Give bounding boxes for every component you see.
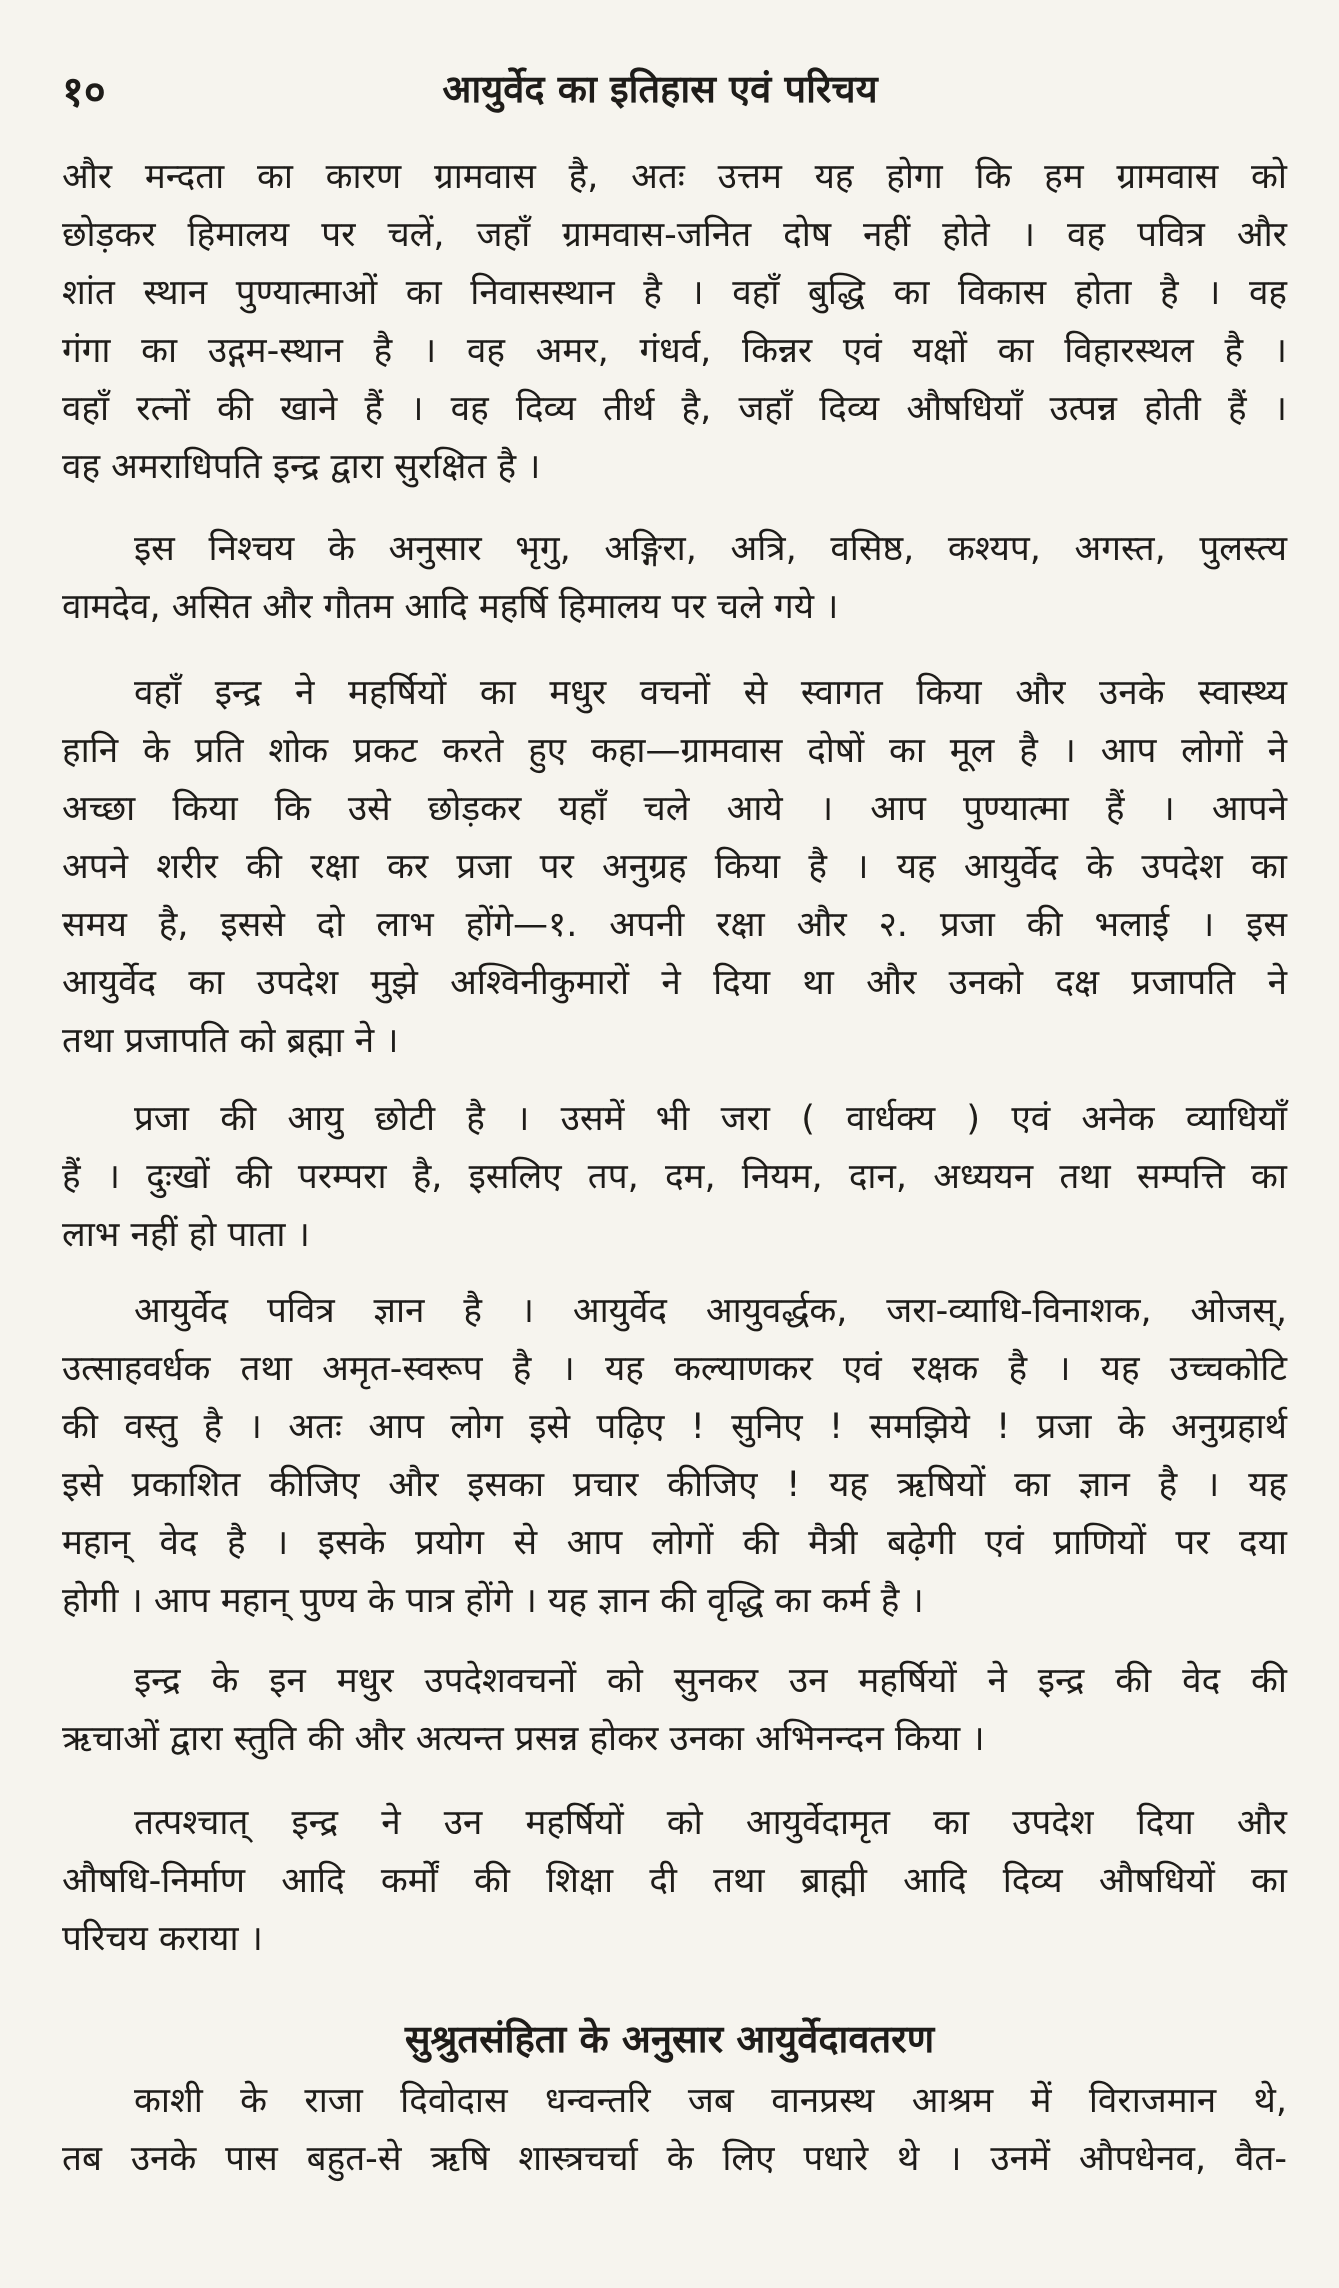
text-line: आयुर्वेद पवित्र ज्ञान है । आयुर्वेद आयुवर्द्धक, जरा-व्याधि-विनाशक, ओजस्,: [134, 1291, 1287, 1331]
text-line: इस निश्चय के अनुसार भृगु, अङ्गिरा, अत्रि, वसिष्ठ, कश्यप, अगस्त, पुलस्त्य: [134, 529, 1287, 569]
text-line: की वस्तु है । अतः आप लोग इसे पढ़िए ! सुनिए ! समझिये ! प्रजा के अनुग्रहार्थ: [62, 1407, 1287, 1447]
text-line: अच्छा किया कि उसे छोड़कर यहाँ चले आये । आप पुण्यात्मा हैं । आपने: [62, 789, 1287, 829]
paragraph-5: [62, 1282, 1287, 1630]
text-line: तत्पश्चात् इन्द्र ने उन महर्षियों को आयुर्वेदामृत का उपदेश दिया और: [134, 1803, 1287, 1843]
paragraph-4: [62, 1090, 1287, 1264]
text-line: समय है, इससे दो लाभ होंगे—१. अपनी रक्षा और २. प्रजा की भलाई । इस: [62, 905, 1287, 945]
text-line: महान् वेद है । इसके प्रयोग से आप लोगों की मैत्री बढ़ेगी एवं प्राणियों पर दया: [62, 1523, 1287, 1563]
text-line: वह अमराधिपति इन्द्र द्वारा सुरक्षित है ।: [62, 447, 541, 487]
text-line: शांत स्थान पुण्यात्माओं का निवासस्थान है । वहाँ बुद्धि का विकास होता है । वह: [62, 273, 1287, 313]
text-line: इसे प्रकाशित कीजिए और इसका प्रचार कीजिए ! यह ऋषियों का ज्ञान है । यह: [62, 1465, 1287, 1505]
paragraph-7: [62, 1794, 1287, 1968]
text-line: हानि के प्रति शोक प्रकट करते हुए कहा—ग्रामवास दोषों का मूल है । आप लोगों ने: [62, 731, 1287, 771]
text-line: छोड़कर हिमालय पर चलें, जहाँ ग्रामवास-जनित दोष नहीं होते । वह पवित्र और: [62, 215, 1287, 255]
text-line: प्रजा की आयु छोटी है । उसमें भी जरा ( वार्धक्य ) एवं अनेक व्याधियाँ: [134, 1099, 1287, 1139]
text-line: हैं । दुःखों की परम्परा है, इसलिए तप, दम, नियम, दान, अध्ययन तथा सम्पत्ति का: [62, 1157, 1287, 1197]
text-line: आयुर्वेद का उपदेश मुझे अश्विनीकुमारों ने दिया था और उनको दक्ष प्रजापति ने: [62, 963, 1287, 1003]
text-line: उत्साहवर्धक तथा अमृत-स्वरूप है । यह कल्याणकर एवं रक्षक है । यह उच्चकोटि: [62, 1349, 1287, 1389]
paragraph-2: [62, 520, 1287, 636]
text-line: वहाँ इन्द्र ने महर्षियों का मधुर वचनों से स्वागत किया और उनके स्वास्थ्य: [134, 673, 1287, 713]
text-line: इन्द्र के इन मधुर उपदेशवचनों को सुनकर उन महर्षियों ने इन्द्र की वेद की: [134, 1661, 1287, 1701]
paragraph-6: [62, 1652, 1287, 1768]
text-line: और मन्दता का कारण ग्रामवास है, अतः उत्तम यह होगा कि हम ग्रामवास को: [62, 157, 1287, 197]
text-line: औषधि-निर्माण आदि कर्मों की शिक्षा दी तथा ब्राह्मी आदि दिव्य औषधियों का: [62, 1861, 1287, 1901]
section-heading: सुश्रुतसंहिता के अनुसार आयुर्वेदावतरण: [404, 2017, 935, 2061]
text-line: लाभ नहीं हो पाता ।: [62, 1215, 310, 1255]
running-title: आयुर्वेद का इतिहास एवं परिचय: [442, 67, 878, 111]
text-line: वामदेव, असित और गौतम आदि महर्षि हिमालय पर चले गये ।: [62, 587, 839, 627]
page-number: १०: [62, 67, 106, 116]
section-paragraph: [62, 2072, 1287, 2188]
text-line: परिचय कराया ।: [62, 1919, 263, 1959]
paragraph-1: [62, 148, 1287, 496]
text-line: काशी के राजा दिवोदास धन्वन्तरि जब वानप्रस्थ आश्रम में विराजमान थे,: [134, 2081, 1287, 2121]
text-line: तब उनके पास बहुत-से ऋषि शास्त्रचर्चा के लिए पधारे थे । उनमें औपधेनव, वैत-: [62, 2139, 1287, 2179]
text-line: अपने शरीर की रक्षा कर प्रजा पर अनुग्रह किया है । यह आयुर्वेद के उपदेश का: [62, 847, 1287, 887]
text-line: वहाँ रत्नों की खाने हैं । वह दिव्य तीर्थ है, जहाँ दिव्य औषधियाँ उत्पन्न होती हैं ।: [62, 389, 1287, 429]
text-line: गंगा का उद्गम-स्थान है । वह अमर, गंधर्व, किन्नर एवं यक्षों का विहारस्थल है ।: [62, 331, 1287, 371]
paragraph-3: [62, 664, 1287, 1070]
text-line: तथा प्रजापति को ब्रह्मा ने ।: [62, 1021, 399, 1061]
text-line: होगी । आप महान् पुण्य के पात्र होंगे । यह ज्ञान की वृद्धि का कर्म है ।: [62, 1581, 924, 1621]
text-line: ऋचाओं द्वारा स्तुति की और अत्यन्त प्रसन्न होकर उनका अभिनन्दन किया ।: [62, 1719, 985, 1759]
